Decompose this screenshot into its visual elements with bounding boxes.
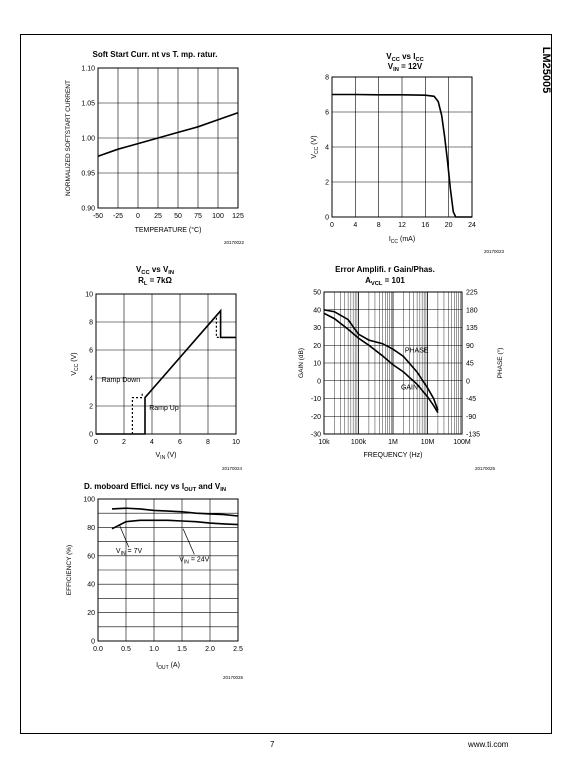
plot-frame xyxy=(96,294,236,434)
y-tick-label: 6 xyxy=(89,347,93,355)
x-tick-label: 4 xyxy=(150,439,154,446)
series-line-1 xyxy=(324,310,438,411)
y-axis-label: GAIN (dB) xyxy=(298,348,305,378)
series-label-phase: PHASE xyxy=(404,347,429,355)
y-tick-label: 4 xyxy=(325,144,329,152)
y-tick-label: 80 xyxy=(87,524,95,532)
y-tick-label: 60 xyxy=(87,553,95,561)
y-tick-label: 1.10 xyxy=(81,65,95,73)
x-tick-label: 12 xyxy=(398,222,406,229)
y-tick-label: 4 xyxy=(89,375,93,383)
x-tick-label: 6 xyxy=(178,439,182,446)
y2-tick-label: -135 xyxy=(466,431,481,439)
x-tick-label: 0.0 xyxy=(93,646,103,653)
page-number: 7 xyxy=(270,740,275,749)
x-tick-label: 2 xyxy=(122,439,126,446)
x-axis-label: $V_{IN}$ (V) xyxy=(155,452,177,461)
annotation-arrow xyxy=(119,525,129,548)
x-tick-label: 8 xyxy=(206,439,210,446)
y2-tick-label: 225 xyxy=(466,289,478,297)
x-tick-label: 10 xyxy=(232,439,240,446)
y2-tick-label: -90 xyxy=(466,413,477,421)
series-line-0 xyxy=(112,508,238,516)
side-label xyxy=(540,34,563,114)
annotation-vin-24v: $V_{IN} = 24V$ xyxy=(179,556,210,566)
x-tick-label: 0 xyxy=(136,213,140,220)
x-tick-label: 1.5 xyxy=(177,646,187,653)
y-tick-label: 30 xyxy=(313,325,321,332)
series-line-1 xyxy=(132,392,142,434)
chart-title: D. moboard Effici. ncy vs $I_{OUT}$ and $V_{IN}$ xyxy=(84,482,226,493)
x-tick-label: 20 xyxy=(444,222,453,229)
y-tick-label: 0 xyxy=(91,638,95,646)
x-axis-label: $I_{OUT}$ (A) xyxy=(156,662,180,671)
y-tick-label: 10 xyxy=(313,360,321,368)
y-tick-label: 50 xyxy=(313,289,321,297)
series-line-0 xyxy=(96,311,236,434)
y2-tick-label: 45 xyxy=(466,360,474,368)
y2-tick-label: -45 xyxy=(466,396,477,403)
y-axis-label: $V_{CC}$ (V) xyxy=(71,352,80,376)
y2-tick-label: 135 xyxy=(466,325,478,332)
figure-id: 20170026 xyxy=(222,675,243,680)
x-tick-label: 0.5 xyxy=(121,646,131,653)
chart-title: $V_{CC}$ vs $I_{CC}$ xyxy=(386,52,424,63)
chart-vcc-vs-vin xyxy=(60,262,250,472)
annotation-vin-7v: $V_{IN} = 7V$ xyxy=(115,547,143,557)
chart-softstart-vs-temperature xyxy=(60,44,250,254)
y-tick-label: 1.05 xyxy=(81,100,95,108)
y2-tick-label: 90 xyxy=(466,342,474,350)
x-tick-label: 10M xyxy=(420,439,435,446)
x-axis-label: TEMPERATURE (°C) xyxy=(134,227,202,234)
figure-id: 20170022 xyxy=(223,240,244,245)
x-tick-label: 100M xyxy=(453,439,471,446)
chart-vcc-vs-icc xyxy=(300,44,510,254)
y-tick-label: 100 xyxy=(83,496,95,504)
y-tick-label: 8 xyxy=(89,319,93,327)
annotation-ramp-down: Ramp Down xyxy=(101,377,141,385)
part-number-label: LM25005 xyxy=(540,46,553,94)
series-line-0 xyxy=(98,113,238,156)
chart-subtitle: $V_{IN} = 12V$ xyxy=(387,62,423,73)
y-axis-label: NORMALIZED SOFTSTART CURRENT xyxy=(65,80,72,196)
y-tick-label: 1.00 xyxy=(81,135,95,143)
series-label-gain: GAIN xyxy=(400,384,419,392)
figure-id: 20170023 xyxy=(483,249,504,254)
y-tick-label: 0 xyxy=(89,431,93,439)
chart-title: Error Amplifi. r Gain/Phas. xyxy=(335,265,435,274)
y-axis-label: $V_{CC}$ (V) xyxy=(311,135,320,159)
y-tick-label: -30 xyxy=(310,431,321,439)
x-tick-label: 0 xyxy=(94,439,98,446)
y-tick-label: 8 xyxy=(325,74,329,82)
x-axis-label: FREQUENCY (Hz) xyxy=(363,452,423,459)
annotation-ramp-up: Ramp Up xyxy=(149,405,179,413)
x-tick-label: 25 xyxy=(154,213,162,220)
y-tick-label: -10 xyxy=(310,396,321,403)
x-tick-label: 8 xyxy=(376,222,381,229)
y-tick-label: 2 xyxy=(325,179,329,187)
y2-axis-label: PHASE (°) xyxy=(497,347,504,379)
x-tick-label: 1.0 xyxy=(149,646,159,653)
y-tick-label: 40 xyxy=(313,307,321,315)
y-tick-label: 0.95 xyxy=(81,170,95,178)
chart-efficiency-vs-iout xyxy=(60,478,250,683)
x-axis-label: $I_{CC}$ (mA) xyxy=(388,236,416,245)
x-tick-label: 10k xyxy=(318,439,330,446)
x-tick-label: 125 xyxy=(232,213,244,220)
y-tick-label: 0.90 xyxy=(81,205,95,213)
y-tick-label: 10 xyxy=(85,291,93,299)
x-tick-label: 0 xyxy=(330,222,334,229)
chart-title: Soft Start Curr. nt vs T. mp. ratur. xyxy=(92,50,218,59)
y-tick-label: 20 xyxy=(87,610,95,618)
y-tick-label: -20 xyxy=(310,413,321,421)
x-tick-label: 50 xyxy=(174,213,182,220)
figure-id: 20170024 xyxy=(221,466,242,471)
chart-error-amplifier-gain-phase xyxy=(290,262,515,472)
x-tick-label: 2.5 xyxy=(233,646,243,653)
y-tick-label: 6 xyxy=(325,109,329,117)
y2-tick-label: 0 xyxy=(466,378,470,386)
x-tick-label: 1M xyxy=(388,439,398,446)
x-tick-label: 4 xyxy=(353,222,358,229)
x-tick-label: 16 xyxy=(421,222,430,229)
y-tick-label: 40 xyxy=(87,581,95,589)
figure-id: 20170025 xyxy=(474,466,495,471)
y-tick-label: 20 xyxy=(313,342,321,350)
x-tick-label: 2.0 xyxy=(205,646,215,653)
x-tick-label: -25 xyxy=(112,213,124,220)
y-tick-label: 0 xyxy=(317,378,321,386)
chart-title: $V_{CC}$ vs $V_{IN}$ xyxy=(135,265,175,276)
y-tick-label: 0 xyxy=(325,214,329,222)
x-tick-label: 75 xyxy=(194,213,202,220)
chart-subtitle: $R_L = 7k\Omega$ xyxy=(138,276,172,287)
x-tick-label: 100 xyxy=(212,213,224,220)
footer-url: www.ti.com xyxy=(468,740,509,749)
y-axis-label: EFFICIENCY (%) xyxy=(66,544,73,596)
chart-subtitle: $A_{VCL} = 101$ xyxy=(365,276,405,287)
x-tick-label: -50 xyxy=(92,213,104,220)
y-tick-label: 2 xyxy=(89,403,93,411)
y2-tick-label: 180 xyxy=(466,307,478,315)
x-tick-label: 100k xyxy=(350,439,367,446)
x-tick-label: 24 xyxy=(468,222,476,229)
